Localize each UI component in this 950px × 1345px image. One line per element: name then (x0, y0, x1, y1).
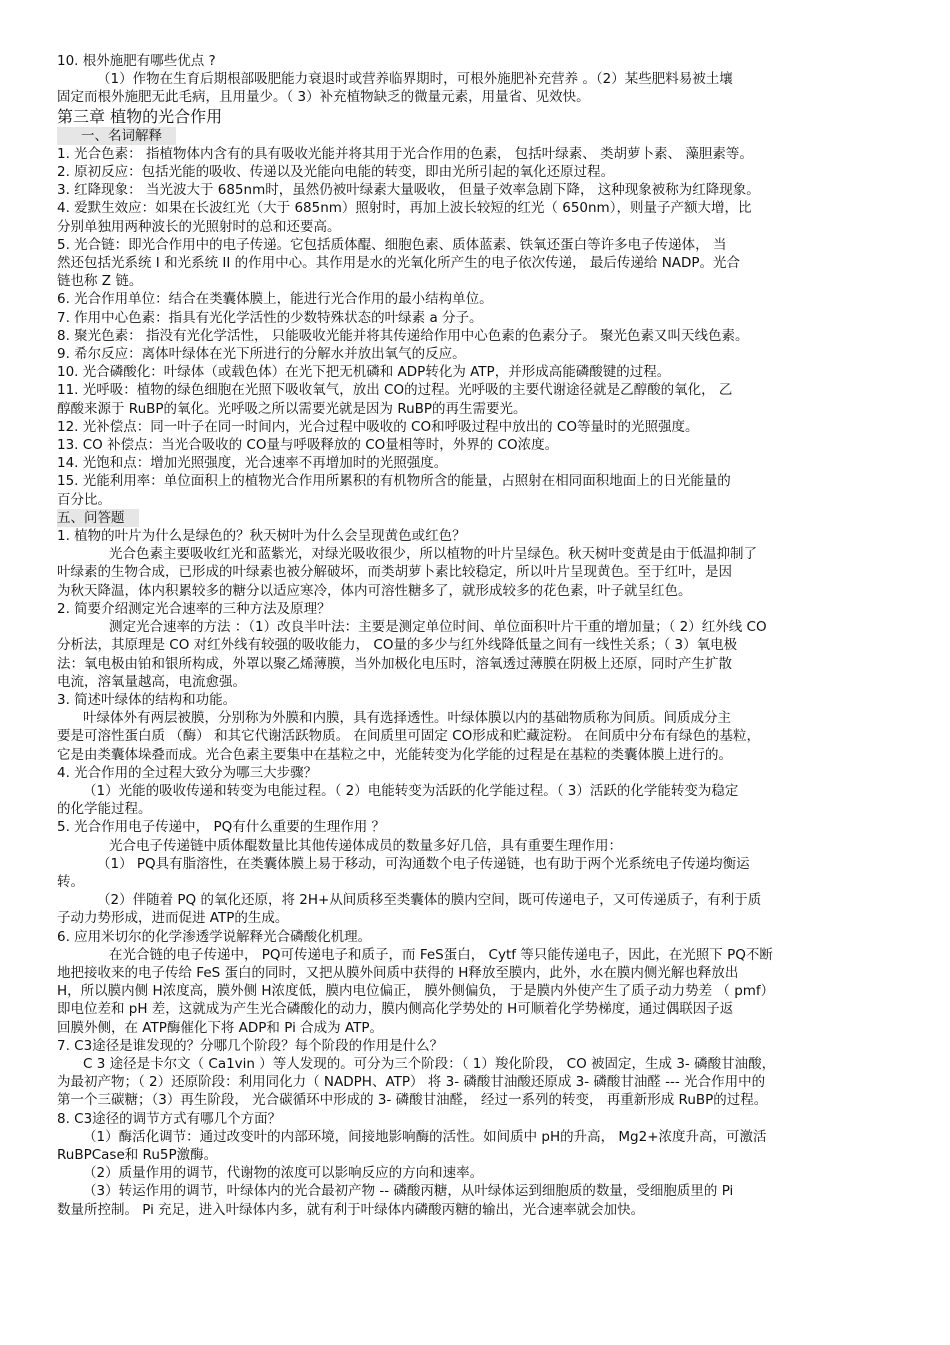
text-line: 4. 爱默生效应：如果在长波红光（大于 685nm）照射时，再加上波长较短的红光（ 650nm），则量子产额大增，比 (57, 200, 752, 217)
text-line: （1）光能的吸收传递和转变为电能过程。（ 2）电能转变为活跃的化学能过程。（ 3）活跃的化学能转变为稳定 (83, 782, 739, 799)
text-line: （3）转运作用的调节，叶绿体内的光合最初产物 -- 磷酸丙糖，从叶绿体运到细胞质的数量，受细胞质里的 Pi (83, 1183, 734, 1200)
text-line: 12. 光补偿点：同一叶子在同一时间内，光合过程中吸收的 CO和呼吸过程中放出的 CO等量时的光照强度。 (57, 418, 699, 435)
text-line: 叶绿素的生物合成，已形成的叶绿素也被分解破坏，而类胡萝卜素比较稳定，所以叶片呈现黄色。至于红叶，是因 (57, 564, 732, 581)
text-line: 为秋天降温，体内积累较多的糖分以适应寒冷，体内可溶性糖多了，就形成较多的花色素，叶子就呈红色。 (57, 582, 692, 599)
text-line: 15. 光能利用率：单位面积上的植物光合作用所累积的有机物所含的能量，占照射在相同面积地面上的日光能量的 (57, 473, 731, 490)
text-line: 叶绿体外有两层被膜，分别称为外膜和内膜，具有选择透性。叶绿体膜以内的基础物质称为间质。间质成分主 (83, 710, 731, 727)
section-heading-row (57, 509, 890, 527)
text-line: 固定而根外施肥无此毛病，且用量少。（ 3）补充植物缺乏的微量元素，用量省、见效快。 (57, 89, 590, 106)
text-line: RuBPCase和 Ru5P激酶。 (57, 1146, 218, 1163)
text-line: （1）作物在生育后期根部吸肥能力衰退时或营养临界期时，可根外施肥补充营养 。（2）某些肥料易被土壤 (97, 71, 733, 88)
text-line: 2. 简要介绍测定光合速率的三种方法及原理？ (57, 600, 331, 617)
text-line: 9. 希尔反应：离体叶绿体在光下所进行的分解水并放出氧气的反应。 (57, 346, 466, 363)
text-line: 在光合链的电子传递中， PQ可传递电子和质子，而 FeS蛋白， Cytf 等只能传递电子，因此，在光照下 PQ不断 (109, 946, 773, 963)
text-line: 分别单独用两种波长的光照射时的总和还要高。 (57, 218, 341, 235)
section-heading: 五、问答题 (57, 509, 139, 527)
text-line: 要是可溶性蛋白质 （酶） 和其它代谢活跃物质。 在间质里可固定 CO形成和贮藏淀粉。 在间质中分布有绿色的基粒， (57, 728, 761, 745)
text-line: 醇酸来源于 RuBP的氧化。光呼吸之所以需要光就是因为 RuBP的再生需要光。 (57, 400, 527, 417)
text-line: 1. 植物的叶片为什么是绿色的？秋天树叶为什么会呈现黄色或红色？ (57, 528, 466, 545)
text-line: 回膜外侧，在 ATP酶催化下将 ADP和 Pi 合成为 ATP。 (57, 1019, 383, 1036)
text-line: 的化学能过程。 (57, 801, 152, 818)
text-line: 转。 (57, 873, 84, 890)
text-line: 光合电子传递链中质体醌数量比其他传递体成员的数量多好几倍，具有重要生理作用： (109, 837, 622, 854)
text-line: 7. 作用中心色素：指具有光化学活性的少数特殊状态的叶绿素 a 分子。 (57, 309, 483, 326)
section-heading-row (57, 127, 890, 145)
text-line: （2）质量作用的调节，代谢物的浓度可以影响反应的方向和速率。 (83, 1165, 484, 1182)
text-line: 百分比。 (57, 491, 111, 508)
text-line: 3. 红降现象： 当光波大于 685nm时，虽然仍被叶绿素大量吸收， 但量子效率急剧下降， 这种现象被称为红降现象。 (57, 182, 760, 199)
text-line: 即电位差和 pH 差，这就成为产生光合磷酸化的动力，膜内侧高化学势处的 H可顺着化学势梯度，通过偶联因子返 (57, 1001, 734, 1018)
text-line: 14. 光饱和点：增加光照强度，光合速率不再增加时的光照强度。 (57, 455, 448, 472)
text-line: 6. 应用米切尔的化学渗透学说解释光合磷酸化机理。 (57, 928, 372, 945)
text-line: 7. C3途径是谁发现的？分哪几个阶段？每个阶段的作用是什么？ (57, 1037, 444, 1054)
text-line: 地把接收来的电子传给 FeS 蛋白的同时，又把从膜外间质中获得的 H释放至膜内，此外，水在膜内侧光解也释放出 (57, 964, 739, 981)
text-line: C 3 途径是卡尔文（ Ca1vin ）等人发现的。可分为三个阶段：（ 1）羧化阶段， CO 被固定，生成 3- 磷酸甘油酸， (83, 1055, 776, 1072)
text-line: 链也称 Z 链。 (57, 273, 143, 290)
text-line: 5. 光合链：即光合作用中的电子传递。它包括质体醌、细胞色素、质体蓝素、铁氧还蛋白等许多电子传递体， 当 (57, 236, 727, 253)
text-line: 10. 光合磷酸化：叶绿体（或载色体）在光下把无机磷和 ADP转化为 ATP，并形成高能磷酸键的过程。 (57, 364, 671, 381)
text-line: 法：氧电极由铂和银所构成，外罩以聚乙烯薄膜，当外加极化电压时，溶氧透过薄膜在阴极上还原，同时产生扩散 (57, 655, 732, 672)
text-line: 11. 光呼吸：植物的绿色细胞在光照下吸收氧气，放出 CO的过程。光呼吸的主要代谢途径就是乙醇酸的氧化， 乙 (57, 382, 733, 399)
text-line: 测定光合速率的方法 ：（1）改良半叶法：主要是测定单位时间、单位面积叶片干重的增加量；（ 2）红外线 CO (109, 619, 767, 636)
text-line: 5. 光合作用电子传递中， PQ有什么重要的生理作用 ？ (57, 819, 386, 836)
text-line: 4. 光合作用的全过程大致分为哪三大步骤？ (57, 764, 318, 781)
text-line: 6. 光合作用单位：结合在类囊体膜上，能进行光合作用的最小结构单位。 (57, 291, 493, 308)
text-line: 10. 根外施肥有哪些优点 ? (57, 53, 216, 69)
text-line: H，所以膜内侧 H浓度高，膜外侧 H浓度低，膜内电位偏正， 膜外侧偏负， 于是膜内外使产生了质子动力势差 （ pmf） (57, 983, 775, 1000)
text-line: （1） PQ具有脂溶性，在类囊体膜上易于移动，可沟通数个电子传递链，也有助于两个光系统电子传递均衡运 (97, 855, 750, 872)
text-line: 3. 简述叶绿体的结构和功能。 (57, 691, 237, 708)
text-line: 为最初产物；（ 2）还原阶段：利用同化力（ NADPH、ATP） 将 3- 磷酸甘油酸还原成 3- 磷酸甘油醛 --- 光合作用中的 (57, 1074, 766, 1091)
text-line: 分析法，其原理是 CO 对红外线有较强的吸收能力， CO量的多少与红外线降低量之间有一线性关系；（ 3）氧电极 (57, 637, 738, 654)
text-line: 子动力势形成，进而促进 ATP的生成。 (57, 910, 289, 927)
chapter-title: 第三章 植物的光合作用 (57, 106, 223, 126)
text-line: 13. CO 补偿点：当光合吸收的 CO量与呼吸释放的 CO量相等时，外界的 CO浓度。 (57, 437, 559, 454)
text-line: 8. C3途径的调节方式有哪几个方面？ (57, 1110, 282, 1127)
text-line: 然还包括光系统 I 和光系统 II 的作用中心。其作用是水的光氧化所产生的电子依次传递， 最后传递给 NADP。光合 (57, 255, 741, 272)
text-line: 数量所控制。 Pi 充足，进入叶绿体内多，就有利于叶绿体内磷酸丙糖的输出，光合速率就会加快。 (57, 1201, 645, 1218)
text-line: 8. 聚光色素： 指没有光化学活性， 只能吸收光能并将其传递给作用中心色素的色素分子。 聚光色素又叫天线色素。 (57, 327, 749, 344)
text-line: 2. 原初反应：包括光能的吸收、传递以及光能向电能的转变，即由光所引起的氧化还原过程。 (57, 164, 615, 181)
text-line: （2）伴随着 PQ 的氧化还原，将 2H+从间质移至类囊体的膜内空间，既可传递电子，又可传递质子，有利于质 (97, 892, 762, 909)
section-heading: 一、名词解释 (57, 127, 176, 145)
text-line: 光合色素主要吸收红光和蓝紫光，对绿光吸收很少，所以植物的叶片呈绿色。秋天树叶变黄是由于低温抑制了 (109, 546, 757, 563)
text-line: 1. 光合色素： 指植物体内含有的具有吸收光能并将其用于光合作用的色素， 包括叶绿素、 类胡萝卜素、 藻胆素等。 (57, 145, 753, 162)
text-line: 它是由类囊体垛叠而成。光合色素主要集中在基粒之中，光能转变为化学能的过程是在基粒的类囊体膜上进行的。 (57, 746, 732, 763)
text-line: 电流，溶氧量越高，电流愈强。 (57, 673, 246, 690)
text-line: 第一个三碳糖；（3）再生阶段， 光合碳循环中形成的 3- 磷酸甘油醛， 经过一系列的转变， 再重新形成 RuBP的过程。 (57, 1092, 768, 1109)
text-line: （1）酶活化调节：通过改变叶的内部环境，间接地影响酶的活性。如间质中 pH的升高， Mg2+浓度升高，可激活 (83, 1128, 767, 1145)
